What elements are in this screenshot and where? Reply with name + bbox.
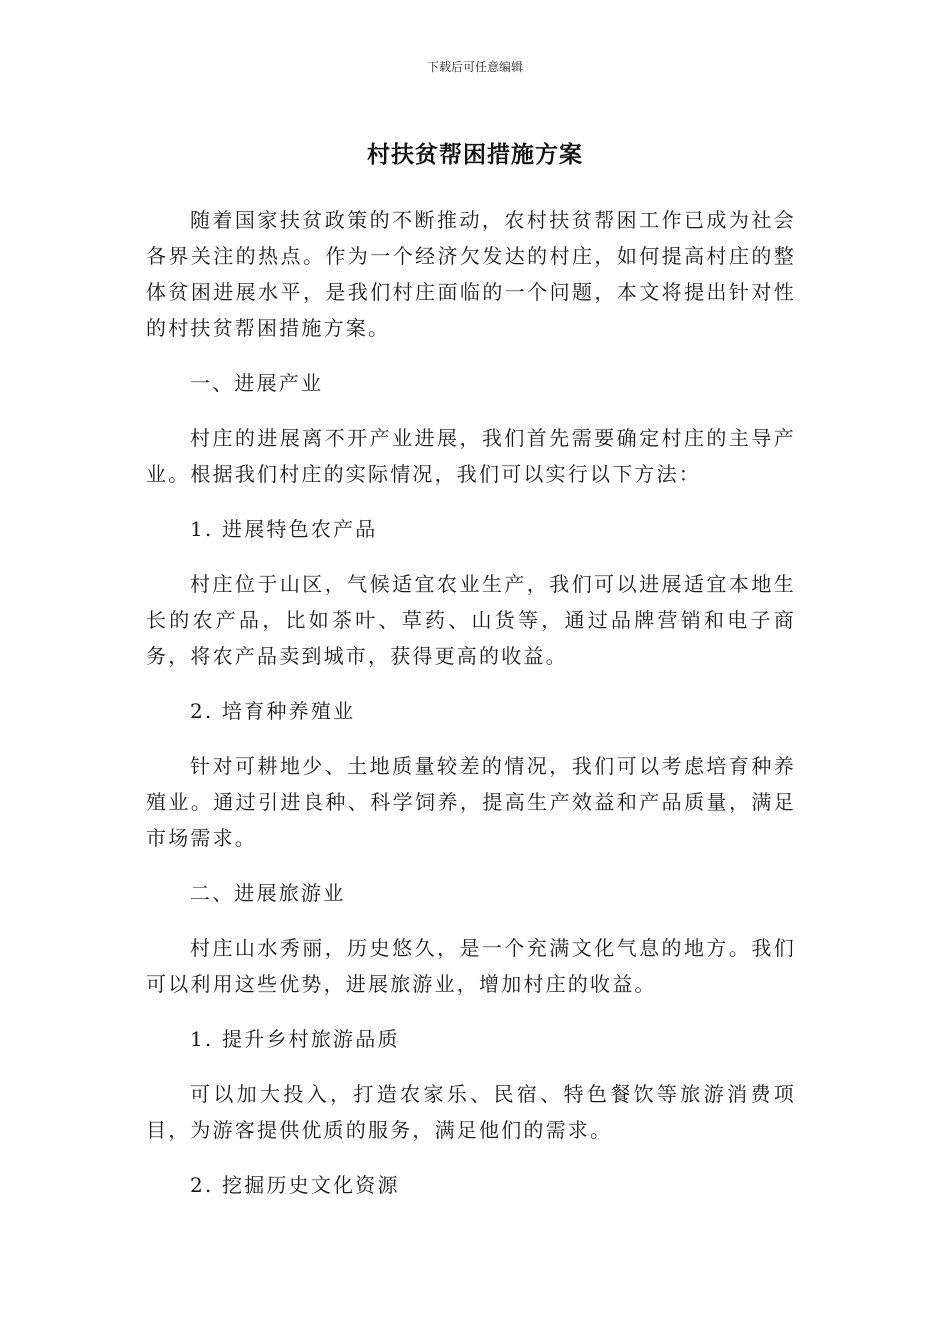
- subheading-1-1: 1. 进展特色农产品: [190, 517, 378, 541]
- paragraph-breeding: 针对可耕地少、土地质量较差的情况，我们可以考虑培育种养殖业。通过引进良种、科学饲养，提高生产效益和产品质量，满足市场需求。: [146, 754, 796, 850]
- subheading-2-1: 1. 提升乡村旅游品质: [190, 1027, 400, 1051]
- section-heading-1: 一、进展产业: [190, 371, 324, 395]
- paragraph-industry: 村庄的进展离不开产业进展，我们首先需要确定村庄的主导产业。根据我们村庄的实际情况，我们可以实行以下方法：: [146, 426, 796, 486]
- paragraph-tourism-quality: 可以加大投入，打造农家乐、民宿、特色餐饮等旅游消费项目，为游客提供优质的服务，满足他们的需求。: [146, 1082, 796, 1142]
- subheading-1-2: 2. 培育种养殖业: [190, 699, 356, 723]
- document-body: [146, 202, 796, 1222]
- subheading-2-2: 2. 挖掘历史文化资源: [190, 1173, 400, 1197]
- header-note: 下载后可任意编辑: [426, 60, 523, 74]
- document-title: 村扶贫帮困措施方案: [367, 142, 583, 168]
- section-heading-2: 二、进展旅游业: [190, 881, 346, 905]
- paragraph-agri-products: 村庄位于山区，气候适宜农业生产，我们可以进展适宜本地生长的农产品，比如茶叶、草药、山货等，通过品牌营销和电子商务，将农产品卖到城市，获得更高的收益。: [146, 572, 796, 668]
- paragraph-tourism: 村庄山水秀丽，历史悠久，是一个充满文化气息的地方。我们可以利用这些优势，进展旅游业，增加村庄的收益。: [146, 936, 796, 996]
- paragraph-intro: 随着国家扶贫政策的不断推动，农村扶贫帮困工作已成为社会各界关注的热点。作为一个经济欠发达的村庄，如何提高村庄的整体贫困进展水平，是我们村庄面临的一个问题，本文将提出针对性的村扶贫帮困措施方案。: [146, 208, 796, 340]
